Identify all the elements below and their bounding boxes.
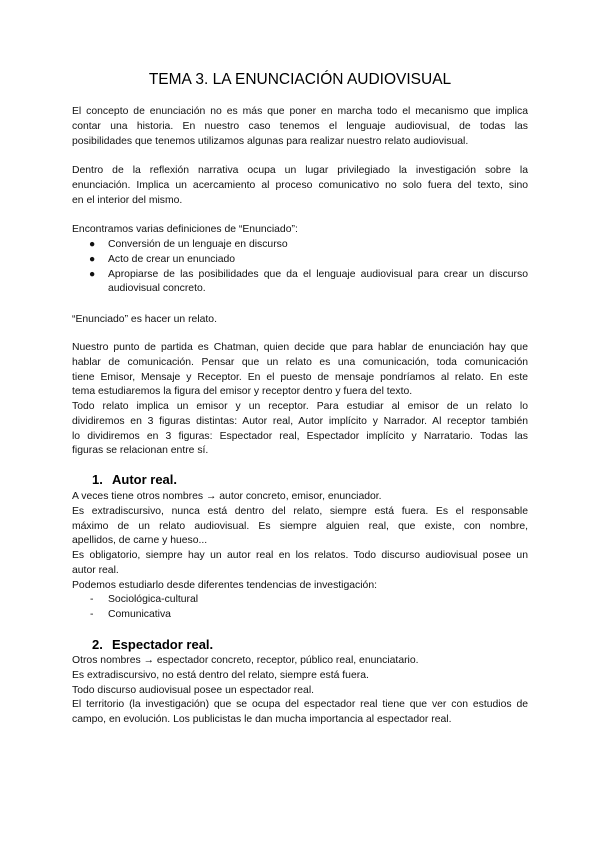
text-line: posibilidades que tenemos utilizamos algunas para realizar nuestro relato audiovisual. — [72, 135, 469, 147]
section-number: 1. — [92, 472, 103, 487]
text-line: figuras se relacionan entre sí. — [72, 445, 209, 457]
text-line: Todo discurso audiovisual posee un espectador real. — [72, 684, 315, 696]
section-title: Autor real. — [112, 472, 178, 487]
text-line: Es extradiscursivo, no está dentro del relato, siempre está fuera. — [72, 669, 369, 681]
bullet-icon: ● — [89, 253, 96, 265]
list-item — [72, 268, 528, 298]
definitions-list — [72, 238, 528, 297]
text-line: Otros nombres → espectador concreto, receptor, público real, enunciatario. — [72, 655, 419, 666]
text-line: hablar de comunicación. Pensar que un relato es una comunicación, toda comunicación — [72, 356, 528, 368]
list-item-text: Sociológica-cultural — [108, 594, 199, 605]
text-line: Todo relato implica un emisor y un receptor. Para estudiar al emisor de un relato lo — [72, 401, 528, 412]
list-item — [72, 593, 528, 608]
text-line: Es extradiscursivo, nunca está dentro del relato, siempre está fuera. Es el responsable — [72, 505, 528, 517]
tendencies-list — [72, 593, 528, 623]
paragraph-emitter-receiver — [72, 400, 528, 459]
section-title: Espectador real. — [112, 637, 214, 652]
list-item — [72, 253, 528, 268]
paragraph-chatman — [72, 341, 528, 400]
section-body-espectador-real — [72, 654, 528, 728]
paragraph-enunciation-concept — [72, 105, 528, 149]
text-line: Podemos estudiarlo desde diferentes tendencias de investigación: — [72, 579, 377, 591]
bullet-icon: ● — [89, 239, 96, 250]
text-line: Nuestro punto de partida es Chatman, quien decide que para hablar de enunciación hay que — [72, 342, 528, 353]
text-line: enunciación. Implica un acercamiento al proceso comunicativo no solo fuera del texto, sino — [72, 179, 528, 191]
section-heading-espectador-real — [92, 637, 213, 652]
text-line: dividiremos en 3 figuras distintas: Autor real, Autor implícito y Narrador. Al receptor también — [72, 415, 528, 427]
text-line: campo, en evolución. Los publicistas le dan mucha importancia al espectador real. — [72, 714, 452, 726]
text-line: en el interior del mismo. — [72, 194, 183, 206]
bullet-icon: ● — [89, 268, 96, 280]
text-line: El territorio (la investigación) que se ocupa del espectador real tiene que ver con estudios de — [72, 699, 528, 711]
text-line: Es obligatorio, siempre hay un autor real en los relatos. Todo discurso audiovisual posee un — [72, 550, 528, 562]
section-heading-autor-real — [92, 472, 177, 487]
text-line: A veces tiene otros nombres → autor concreto, emisor, enunciador. — [72, 491, 382, 502]
text-line: contar una historia. En nuestro caso tenemos el lenguaje audiovisual, de todas las — [72, 120, 528, 132]
paragraph-narrative-reflection — [72, 164, 528, 208]
paragraph-enunciado-relato: “Enunciado” es hacer un relato. — [72, 314, 217, 325]
text-line: lo dividiremos en 3 figuras: Espectador real, Espectador implícito y Narratario. Todas las — [72, 430, 528, 442]
text-line: máximo de un relato audiovisual. Es siempre alguien real, que existe, con nombre, — [72, 520, 528, 532]
list-item-text: Acto de crear un enunciado — [108, 253, 236, 265]
section-number: 2. — [92, 637, 103, 652]
list-item-text: Conversión de un lenguaje en discurso — [108, 239, 288, 250]
dash-marker: - — [90, 608, 94, 620]
dash-marker: - — [90, 594, 94, 605]
text-line: El concepto de enunciación no es más que poner en marcha todo el mecanismo que implica — [72, 106, 528, 117]
list-item — [72, 608, 528, 623]
list-item-text: Apropiarse de las posibilidades que da el lenguaje audiovisual para crear un discurso audiovisual concreto. — [108, 268, 528, 295]
text-line: tema estudiaremos la figura del emisor y receptor dentro y fuera del texto. — [72, 386, 413, 398]
list-item — [72, 238, 528, 253]
text-line: tiene Emisor, Mensaje y Receptor. En el puesto de mensaje pondríamos al relato. En este — [72, 371, 528, 383]
text-line: apellidos, de carne y hueso... — [72, 535, 208, 547]
definitions-intro: Encontramos varias definiciones de “Enunciado”: — [72, 224, 298, 235]
section-body-autor-real — [72, 490, 528, 594]
text-line: autor real. — [72, 564, 119, 576]
page-title: TEMA 3. LA ENUNCIACIÓN AUDIOVISUAL — [148, 71, 452, 88]
list-item-text: Comunicativa — [108, 608, 171, 620]
text-line: Dentro de la reflexión narrativa ocupa un lugar privilegiado la investigación sobre la — [72, 165, 528, 176]
